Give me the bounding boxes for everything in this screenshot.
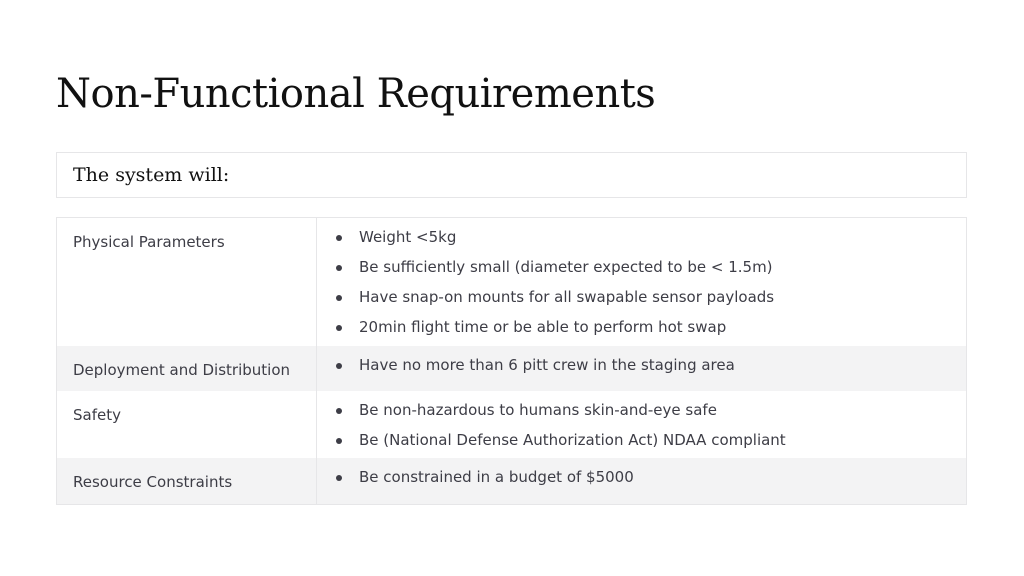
requirement-item: Weight <5kg — [359, 226, 966, 256]
requirement-item: Be non-hazardous to humans skin-and-eye safe — [359, 399, 966, 429]
requirement-item: Be (National Defense Authorization Act) NDAA compliant — [359, 429, 966, 459]
requirements-table — [56, 217, 967, 505]
category-label: Resource Constraints — [57, 458, 317, 504]
category-label: Safety — [57, 391, 317, 458]
category-label: Physical Parameters — [57, 218, 317, 346]
requirement-list — [317, 218, 966, 346]
slide-title: Non-Functional Requirements — [56, 71, 656, 117]
requirement-item: Be constrained in a budget of $5000 — [359, 466, 966, 496]
table-row-deployment — [57, 346, 966, 391]
requirement-list — [317, 391, 966, 458]
table-row-physical-parameters — [57, 218, 966, 346]
table-row-resource-constraints — [57, 458, 966, 504]
category-label: Deployment and Distribution — [57, 346, 317, 391]
requirement-item: 20min flight time or be able to perform hot swap — [359, 316, 966, 346]
requirement-list — [317, 346, 966, 391]
intro-box — [56, 152, 967, 198]
requirement-list — [317, 458, 966, 504]
table-row-safety — [57, 391, 966, 458]
intro-text: The system will: — [73, 164, 230, 186]
requirement-item: Have snap-on mounts for all swapable sensor payloads — [359, 286, 966, 316]
requirement-item: Be sufficiently small (diameter expected to be < 1.5m) — [359, 256, 966, 286]
requirement-item: Have no more than 6 pitt crew in the staging area — [359, 354, 966, 384]
